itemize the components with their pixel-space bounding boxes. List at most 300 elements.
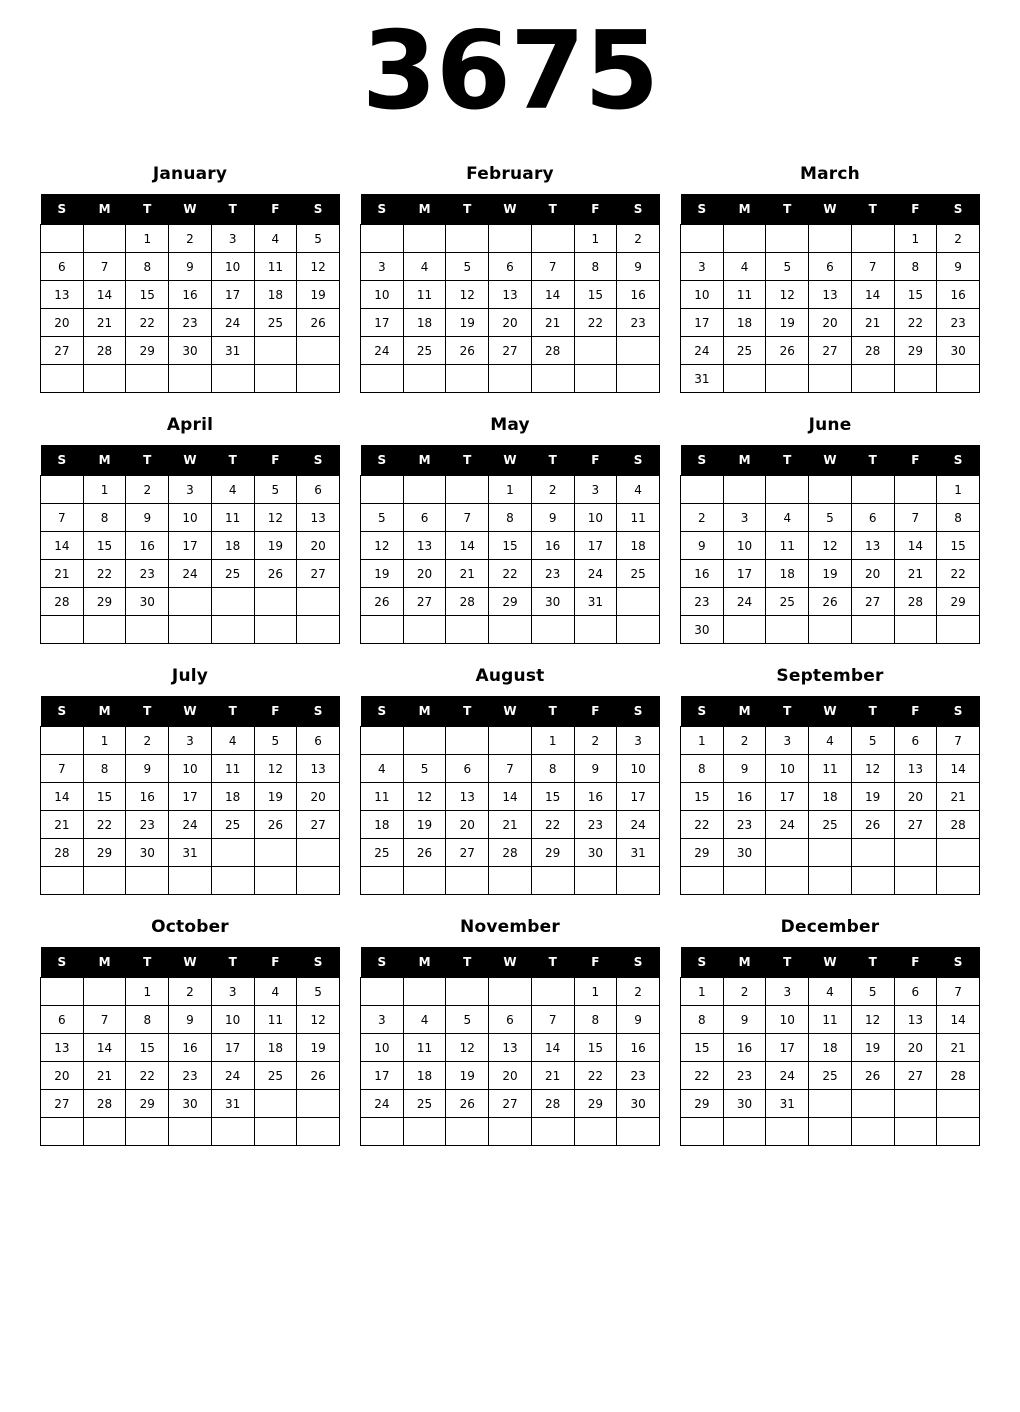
day-cell[interactable]: 18 bbox=[617, 532, 660, 560]
day-cell[interactable]: 11 bbox=[403, 1034, 446, 1062]
day-cell[interactable]: 24 bbox=[211, 1062, 254, 1090]
day-cell[interactable]: 26 bbox=[809, 588, 852, 616]
day-cell[interactable]: 30 bbox=[681, 616, 724, 644]
day-cell[interactable]: 1 bbox=[937, 476, 980, 504]
day-cell[interactable]: 13 bbox=[894, 755, 937, 783]
day-cell[interactable]: 26 bbox=[361, 588, 404, 616]
day-cell[interactable]: 18 bbox=[723, 309, 766, 337]
day-cell[interactable]: 14 bbox=[41, 783, 84, 811]
day-cell[interactable]: 5 bbox=[254, 727, 297, 755]
day-cell[interactable]: 7 bbox=[489, 755, 532, 783]
day-cell[interactable]: 30 bbox=[723, 839, 766, 867]
day-cell[interactable]: 21 bbox=[531, 1062, 574, 1090]
day-cell[interactable]: 3 bbox=[723, 504, 766, 532]
day-cell[interactable]: 11 bbox=[617, 504, 660, 532]
day-cell[interactable]: 29 bbox=[574, 1090, 617, 1118]
day-cell[interactable]: 8 bbox=[126, 1006, 169, 1034]
day-cell[interactable]: 22 bbox=[681, 811, 724, 839]
day-cell[interactable]: 19 bbox=[297, 1034, 340, 1062]
day-cell[interactable]: 15 bbox=[894, 281, 937, 309]
day-cell[interactable]: 7 bbox=[531, 1006, 574, 1034]
day-cell[interactable]: 13 bbox=[489, 1034, 532, 1062]
day-cell[interactable]: 27 bbox=[446, 839, 489, 867]
day-cell[interactable]: 27 bbox=[851, 588, 894, 616]
day-cell[interactable]: 1 bbox=[574, 225, 617, 253]
day-cell[interactable]: 20 bbox=[41, 1062, 84, 1090]
day-cell[interactable]: 17 bbox=[211, 281, 254, 309]
day-cell[interactable]: 31 bbox=[766, 1090, 809, 1118]
day-cell[interactable]: 6 bbox=[809, 253, 852, 281]
day-cell[interactable]: 10 bbox=[574, 504, 617, 532]
day-cell[interactable]: 25 bbox=[403, 337, 446, 365]
day-cell[interactable]: 20 bbox=[894, 1034, 937, 1062]
day-cell[interactable]: 16 bbox=[169, 281, 212, 309]
day-cell[interactable]: 14 bbox=[489, 783, 532, 811]
day-cell[interactable]: 1 bbox=[681, 978, 724, 1006]
day-cell[interactable]: 3 bbox=[169, 727, 212, 755]
day-cell[interactable]: 8 bbox=[681, 755, 724, 783]
day-cell[interactable]: 27 bbox=[489, 337, 532, 365]
day-cell[interactable]: 31 bbox=[574, 588, 617, 616]
day-cell[interactable]: 22 bbox=[894, 309, 937, 337]
day-cell[interactable]: 30 bbox=[617, 1090, 660, 1118]
day-cell[interactable]: 30 bbox=[937, 337, 980, 365]
day-cell[interactable]: 14 bbox=[894, 532, 937, 560]
day-cell[interactable]: 6 bbox=[489, 1006, 532, 1034]
day-cell[interactable]: 5 bbox=[297, 225, 340, 253]
day-cell[interactable]: 3 bbox=[361, 1006, 404, 1034]
day-cell[interactable]: 22 bbox=[83, 560, 126, 588]
day-cell[interactable]: 16 bbox=[531, 532, 574, 560]
day-cell[interactable]: 13 bbox=[489, 281, 532, 309]
day-cell[interactable]: 17 bbox=[169, 783, 212, 811]
day-cell[interactable]: 22 bbox=[489, 560, 532, 588]
day-cell[interactable]: 10 bbox=[211, 253, 254, 281]
day-cell[interactable]: 14 bbox=[41, 532, 84, 560]
day-cell[interactable]: 28 bbox=[83, 1090, 126, 1118]
day-cell[interactable]: 19 bbox=[254, 532, 297, 560]
day-cell[interactable]: 20 bbox=[894, 783, 937, 811]
day-cell[interactable]: 18 bbox=[361, 811, 404, 839]
day-cell[interactable]: 2 bbox=[126, 727, 169, 755]
day-cell[interactable]: 9 bbox=[617, 1006, 660, 1034]
day-cell[interactable]: 24 bbox=[169, 811, 212, 839]
day-cell[interactable]: 28 bbox=[531, 337, 574, 365]
day-cell[interactable]: 30 bbox=[531, 588, 574, 616]
day-cell[interactable]: 15 bbox=[126, 281, 169, 309]
day-cell[interactable]: 18 bbox=[809, 1034, 852, 1062]
day-cell[interactable]: 3 bbox=[211, 225, 254, 253]
day-cell[interactable]: 5 bbox=[851, 978, 894, 1006]
day-cell[interactable]: 4 bbox=[809, 978, 852, 1006]
day-cell[interactable]: 12 bbox=[766, 281, 809, 309]
day-cell[interactable]: 23 bbox=[617, 1062, 660, 1090]
day-cell[interactable]: 14 bbox=[83, 1034, 126, 1062]
day-cell[interactable]: 10 bbox=[361, 281, 404, 309]
day-cell[interactable]: 30 bbox=[126, 588, 169, 616]
day-cell[interactable]: 25 bbox=[211, 811, 254, 839]
day-cell[interactable]: 13 bbox=[851, 532, 894, 560]
day-cell[interactable]: 21 bbox=[937, 783, 980, 811]
day-cell[interactable]: 27 bbox=[489, 1090, 532, 1118]
day-cell[interactable]: 29 bbox=[531, 839, 574, 867]
day-cell[interactable]: 5 bbox=[446, 253, 489, 281]
day-cell[interactable]: 21 bbox=[489, 811, 532, 839]
day-cell[interactable]: 9 bbox=[937, 253, 980, 281]
day-cell[interactable]: 11 bbox=[254, 1006, 297, 1034]
day-cell[interactable]: 29 bbox=[83, 588, 126, 616]
day-cell[interactable]: 4 bbox=[361, 755, 404, 783]
day-cell[interactable]: 3 bbox=[766, 978, 809, 1006]
day-cell[interactable]: 11 bbox=[211, 504, 254, 532]
day-cell[interactable]: 2 bbox=[169, 978, 212, 1006]
day-cell[interactable]: 17 bbox=[723, 560, 766, 588]
day-cell[interactable]: 6 bbox=[446, 755, 489, 783]
day-cell[interactable]: 25 bbox=[723, 337, 766, 365]
day-cell[interactable]: 28 bbox=[83, 337, 126, 365]
day-cell[interactable]: 29 bbox=[681, 1090, 724, 1118]
day-cell[interactable]: 7 bbox=[894, 504, 937, 532]
day-cell[interactable]: 30 bbox=[169, 337, 212, 365]
day-cell[interactable]: 21 bbox=[937, 1034, 980, 1062]
day-cell[interactable]: 17 bbox=[211, 1034, 254, 1062]
day-cell[interactable]: 11 bbox=[809, 1006, 852, 1034]
day-cell[interactable]: 15 bbox=[574, 281, 617, 309]
day-cell[interactable]: 25 bbox=[211, 560, 254, 588]
day-cell[interactable]: 21 bbox=[41, 560, 84, 588]
day-cell[interactable]: 19 bbox=[766, 309, 809, 337]
day-cell[interactable]: 24 bbox=[211, 309, 254, 337]
day-cell[interactable]: 1 bbox=[574, 978, 617, 1006]
day-cell[interactable]: 25 bbox=[403, 1090, 446, 1118]
day-cell[interactable]: 12 bbox=[851, 755, 894, 783]
day-cell[interactable]: 20 bbox=[446, 811, 489, 839]
day-cell[interactable]: 1 bbox=[83, 476, 126, 504]
day-cell[interactable]: 5 bbox=[361, 504, 404, 532]
day-cell[interactable]: 26 bbox=[403, 839, 446, 867]
day-cell[interactable]: 28 bbox=[531, 1090, 574, 1118]
day-cell[interactable]: 23 bbox=[169, 309, 212, 337]
day-cell[interactable]: 26 bbox=[297, 309, 340, 337]
day-cell[interactable]: 27 bbox=[809, 337, 852, 365]
day-cell[interactable]: 31 bbox=[211, 337, 254, 365]
day-cell[interactable]: 14 bbox=[851, 281, 894, 309]
day-cell[interactable]: 25 bbox=[809, 811, 852, 839]
day-cell[interactable]: 19 bbox=[851, 783, 894, 811]
day-cell[interactable]: 2 bbox=[723, 978, 766, 1006]
day-cell[interactable]: 17 bbox=[361, 1062, 404, 1090]
day-cell[interactable]: 6 bbox=[894, 727, 937, 755]
day-cell[interactable]: 12 bbox=[254, 504, 297, 532]
day-cell[interactable]: 27 bbox=[41, 1090, 84, 1118]
day-cell[interactable]: 25 bbox=[766, 588, 809, 616]
day-cell[interactable]: 28 bbox=[937, 811, 980, 839]
day-cell[interactable]: 8 bbox=[681, 1006, 724, 1034]
day-cell[interactable]: 6 bbox=[297, 727, 340, 755]
day-cell[interactable]: 29 bbox=[489, 588, 532, 616]
day-cell[interactable]: 6 bbox=[489, 253, 532, 281]
day-cell[interactable]: 28 bbox=[937, 1062, 980, 1090]
day-cell[interactable]: 28 bbox=[851, 337, 894, 365]
day-cell[interactable]: 22 bbox=[83, 811, 126, 839]
day-cell[interactable]: 13 bbox=[297, 755, 340, 783]
day-cell[interactable]: 27 bbox=[894, 811, 937, 839]
day-cell[interactable]: 2 bbox=[681, 504, 724, 532]
day-cell[interactable]: 11 bbox=[809, 755, 852, 783]
day-cell[interactable]: 9 bbox=[617, 253, 660, 281]
day-cell[interactable]: 16 bbox=[617, 281, 660, 309]
day-cell[interactable]: 1 bbox=[126, 225, 169, 253]
day-cell[interactable]: 18 bbox=[211, 783, 254, 811]
day-cell[interactable]: 9 bbox=[126, 755, 169, 783]
day-cell[interactable]: 6 bbox=[41, 1006, 84, 1034]
day-cell[interactable]: 4 bbox=[211, 727, 254, 755]
day-cell[interactable]: 23 bbox=[574, 811, 617, 839]
day-cell[interactable]: 14 bbox=[937, 755, 980, 783]
day-cell[interactable]: 3 bbox=[617, 727, 660, 755]
day-cell[interactable]: 15 bbox=[489, 532, 532, 560]
day-cell[interactable]: 13 bbox=[41, 281, 84, 309]
day-cell[interactable]: 24 bbox=[574, 560, 617, 588]
day-cell[interactable]: 12 bbox=[254, 755, 297, 783]
day-cell[interactable]: 7 bbox=[937, 978, 980, 1006]
day-cell[interactable]: 16 bbox=[126, 783, 169, 811]
day-cell[interactable]: 20 bbox=[297, 532, 340, 560]
day-cell[interactable]: 14 bbox=[937, 1006, 980, 1034]
day-cell[interactable]: 7 bbox=[83, 1006, 126, 1034]
day-cell[interactable]: 24 bbox=[361, 1090, 404, 1118]
day-cell[interactable]: 16 bbox=[937, 281, 980, 309]
day-cell[interactable]: 19 bbox=[297, 281, 340, 309]
day-cell[interactable]: 27 bbox=[894, 1062, 937, 1090]
day-cell[interactable]: 1 bbox=[531, 727, 574, 755]
day-cell[interactable]: 5 bbox=[446, 1006, 489, 1034]
day-cell[interactable]: 24 bbox=[169, 560, 212, 588]
day-cell[interactable]: 9 bbox=[723, 755, 766, 783]
day-cell[interactable]: 7 bbox=[937, 727, 980, 755]
day-cell[interactable]: 29 bbox=[126, 337, 169, 365]
day-cell[interactable]: 9 bbox=[681, 532, 724, 560]
day-cell[interactable]: 2 bbox=[126, 476, 169, 504]
day-cell[interactable]: 8 bbox=[489, 504, 532, 532]
day-cell[interactable]: 15 bbox=[681, 783, 724, 811]
day-cell[interactable]: 29 bbox=[681, 839, 724, 867]
day-cell[interactable]: 22 bbox=[126, 309, 169, 337]
day-cell[interactable]: 4 bbox=[254, 225, 297, 253]
day-cell[interactable]: 9 bbox=[169, 1006, 212, 1034]
day-cell[interactable]: 28 bbox=[894, 588, 937, 616]
day-cell[interactable]: 8 bbox=[574, 253, 617, 281]
day-cell[interactable]: 26 bbox=[446, 337, 489, 365]
day-cell[interactable]: 26 bbox=[851, 1062, 894, 1090]
day-cell[interactable]: 1 bbox=[126, 978, 169, 1006]
day-cell[interactable]: 26 bbox=[446, 1090, 489, 1118]
day-cell[interactable]: 31 bbox=[169, 839, 212, 867]
day-cell[interactable]: 8 bbox=[574, 1006, 617, 1034]
day-cell[interactable]: 30 bbox=[574, 839, 617, 867]
day-cell[interactable]: 10 bbox=[766, 755, 809, 783]
day-cell[interactable]: 28 bbox=[489, 839, 532, 867]
day-cell[interactable]: 29 bbox=[126, 1090, 169, 1118]
day-cell[interactable]: 1 bbox=[894, 225, 937, 253]
day-cell[interactable]: 3 bbox=[211, 978, 254, 1006]
day-cell[interactable]: 27 bbox=[297, 811, 340, 839]
day-cell[interactable]: 5 bbox=[851, 727, 894, 755]
day-cell[interactable]: 13 bbox=[894, 1006, 937, 1034]
day-cell[interactable]: 16 bbox=[574, 783, 617, 811]
day-cell[interactable]: 21 bbox=[851, 309, 894, 337]
day-cell[interactable]: 3 bbox=[681, 253, 724, 281]
day-cell[interactable]: 3 bbox=[574, 476, 617, 504]
day-cell[interactable]: 11 bbox=[254, 253, 297, 281]
day-cell[interactable]: 14 bbox=[83, 281, 126, 309]
day-cell[interactable]: 8 bbox=[937, 504, 980, 532]
day-cell[interactable]: 16 bbox=[617, 1034, 660, 1062]
day-cell[interactable]: 23 bbox=[169, 1062, 212, 1090]
day-cell[interactable]: 10 bbox=[766, 1006, 809, 1034]
day-cell[interactable]: 22 bbox=[937, 560, 980, 588]
day-cell[interactable]: 4 bbox=[809, 727, 852, 755]
day-cell[interactable]: 7 bbox=[851, 253, 894, 281]
day-cell[interactable]: 17 bbox=[681, 309, 724, 337]
day-cell[interactable]: 27 bbox=[403, 588, 446, 616]
day-cell[interactable]: 23 bbox=[531, 560, 574, 588]
day-cell[interactable]: 22 bbox=[574, 1062, 617, 1090]
day-cell[interactable]: 18 bbox=[254, 1034, 297, 1062]
day-cell[interactable]: 2 bbox=[723, 727, 766, 755]
day-cell[interactable]: 17 bbox=[361, 309, 404, 337]
day-cell[interactable]: 24 bbox=[766, 1062, 809, 1090]
day-cell[interactable]: 3 bbox=[169, 476, 212, 504]
day-cell[interactable]: 24 bbox=[361, 337, 404, 365]
day-cell[interactable]: 8 bbox=[83, 504, 126, 532]
day-cell[interactable]: 4 bbox=[254, 978, 297, 1006]
day-cell[interactable]: 15 bbox=[574, 1034, 617, 1062]
day-cell[interactable]: 24 bbox=[723, 588, 766, 616]
day-cell[interactable]: 8 bbox=[83, 755, 126, 783]
day-cell[interactable]: 17 bbox=[766, 1034, 809, 1062]
day-cell[interactable]: 8 bbox=[894, 253, 937, 281]
day-cell[interactable]: 12 bbox=[851, 1006, 894, 1034]
day-cell[interactable]: 28 bbox=[446, 588, 489, 616]
day-cell[interactable]: 30 bbox=[169, 1090, 212, 1118]
day-cell[interactable]: 9 bbox=[723, 1006, 766, 1034]
day-cell[interactable]: 23 bbox=[723, 1062, 766, 1090]
day-cell[interactable]: 6 bbox=[851, 504, 894, 532]
day-cell[interactable]: 22 bbox=[126, 1062, 169, 1090]
day-cell[interactable]: 20 bbox=[41, 309, 84, 337]
day-cell[interactable]: 15 bbox=[531, 783, 574, 811]
day-cell[interactable]: 21 bbox=[446, 560, 489, 588]
day-cell[interactable]: 20 bbox=[297, 783, 340, 811]
day-cell[interactable]: 5 bbox=[254, 476, 297, 504]
day-cell[interactable]: 7 bbox=[83, 253, 126, 281]
day-cell[interactable]: 12 bbox=[809, 532, 852, 560]
day-cell[interactable]: 5 bbox=[766, 253, 809, 281]
day-cell[interactable]: 18 bbox=[403, 1062, 446, 1090]
day-cell[interactable]: 14 bbox=[531, 281, 574, 309]
day-cell[interactable]: 10 bbox=[169, 504, 212, 532]
day-cell[interactable]: 25 bbox=[809, 1062, 852, 1090]
day-cell[interactable]: 1 bbox=[83, 727, 126, 755]
day-cell[interactable]: 5 bbox=[297, 978, 340, 1006]
day-cell[interactable]: 9 bbox=[126, 504, 169, 532]
day-cell[interactable]: 21 bbox=[894, 560, 937, 588]
day-cell[interactable]: 2 bbox=[617, 225, 660, 253]
day-cell[interactable]: 21 bbox=[83, 309, 126, 337]
day-cell[interactable]: 19 bbox=[851, 1034, 894, 1062]
day-cell[interactable]: 18 bbox=[809, 783, 852, 811]
day-cell[interactable]: 9 bbox=[169, 253, 212, 281]
day-cell[interactable]: 21 bbox=[41, 811, 84, 839]
day-cell[interactable]: 16 bbox=[169, 1034, 212, 1062]
day-cell[interactable]: 3 bbox=[766, 727, 809, 755]
day-cell[interactable]: 25 bbox=[254, 1062, 297, 1090]
day-cell[interactable]: 6 bbox=[41, 253, 84, 281]
day-cell[interactable]: 23 bbox=[126, 560, 169, 588]
day-cell[interactable]: 31 bbox=[681, 365, 724, 393]
day-cell[interactable]: 20 bbox=[489, 309, 532, 337]
day-cell[interactable]: 12 bbox=[403, 783, 446, 811]
day-cell[interactable]: 4 bbox=[723, 253, 766, 281]
day-cell[interactable]: 23 bbox=[617, 309, 660, 337]
day-cell[interactable]: 6 bbox=[894, 978, 937, 1006]
day-cell[interactable]: 4 bbox=[211, 476, 254, 504]
day-cell[interactable]: 18 bbox=[254, 281, 297, 309]
day-cell[interactable]: 4 bbox=[617, 476, 660, 504]
day-cell[interactable]: 5 bbox=[403, 755, 446, 783]
day-cell[interactable]: 19 bbox=[403, 811, 446, 839]
day-cell[interactable]: 11 bbox=[211, 755, 254, 783]
day-cell[interactable]: 18 bbox=[211, 532, 254, 560]
day-cell[interactable]: 13 bbox=[446, 783, 489, 811]
day-cell[interactable]: 31 bbox=[211, 1090, 254, 1118]
day-cell[interactable]: 17 bbox=[766, 783, 809, 811]
day-cell[interactable]: 5 bbox=[809, 504, 852, 532]
day-cell[interactable]: 30 bbox=[126, 839, 169, 867]
day-cell[interactable]: 20 bbox=[809, 309, 852, 337]
day-cell[interactable]: 4 bbox=[403, 253, 446, 281]
day-cell[interactable]: 2 bbox=[617, 978, 660, 1006]
day-cell[interactable]: 12 bbox=[446, 281, 489, 309]
day-cell[interactable]: 4 bbox=[766, 504, 809, 532]
day-cell[interactable]: 26 bbox=[851, 811, 894, 839]
day-cell[interactable]: 29 bbox=[937, 588, 980, 616]
day-cell[interactable]: 8 bbox=[531, 755, 574, 783]
day-cell[interactable]: 16 bbox=[681, 560, 724, 588]
day-cell[interactable]: 2 bbox=[531, 476, 574, 504]
day-cell[interactable]: 24 bbox=[766, 811, 809, 839]
day-cell[interactable]: 28 bbox=[41, 839, 84, 867]
day-cell[interactable]: 23 bbox=[937, 309, 980, 337]
day-cell[interactable]: 24 bbox=[617, 811, 660, 839]
day-cell[interactable]: 14 bbox=[446, 532, 489, 560]
day-cell[interactable]: 7 bbox=[41, 504, 84, 532]
day-cell[interactable]: 20 bbox=[403, 560, 446, 588]
day-cell[interactable]: 11 bbox=[723, 281, 766, 309]
day-cell[interactable]: 15 bbox=[681, 1034, 724, 1062]
day-cell[interactable]: 17 bbox=[574, 532, 617, 560]
day-cell[interactable]: 15 bbox=[937, 532, 980, 560]
day-cell[interactable]: 10 bbox=[361, 1034, 404, 1062]
day-cell[interactable]: 10 bbox=[723, 532, 766, 560]
day-cell[interactable]: 1 bbox=[489, 476, 532, 504]
day-cell[interactable]: 2 bbox=[574, 727, 617, 755]
day-cell[interactable]: 13 bbox=[403, 532, 446, 560]
day-cell[interactable]: 6 bbox=[403, 504, 446, 532]
day-cell[interactable]: 1 bbox=[681, 727, 724, 755]
day-cell[interactable]: 23 bbox=[126, 811, 169, 839]
